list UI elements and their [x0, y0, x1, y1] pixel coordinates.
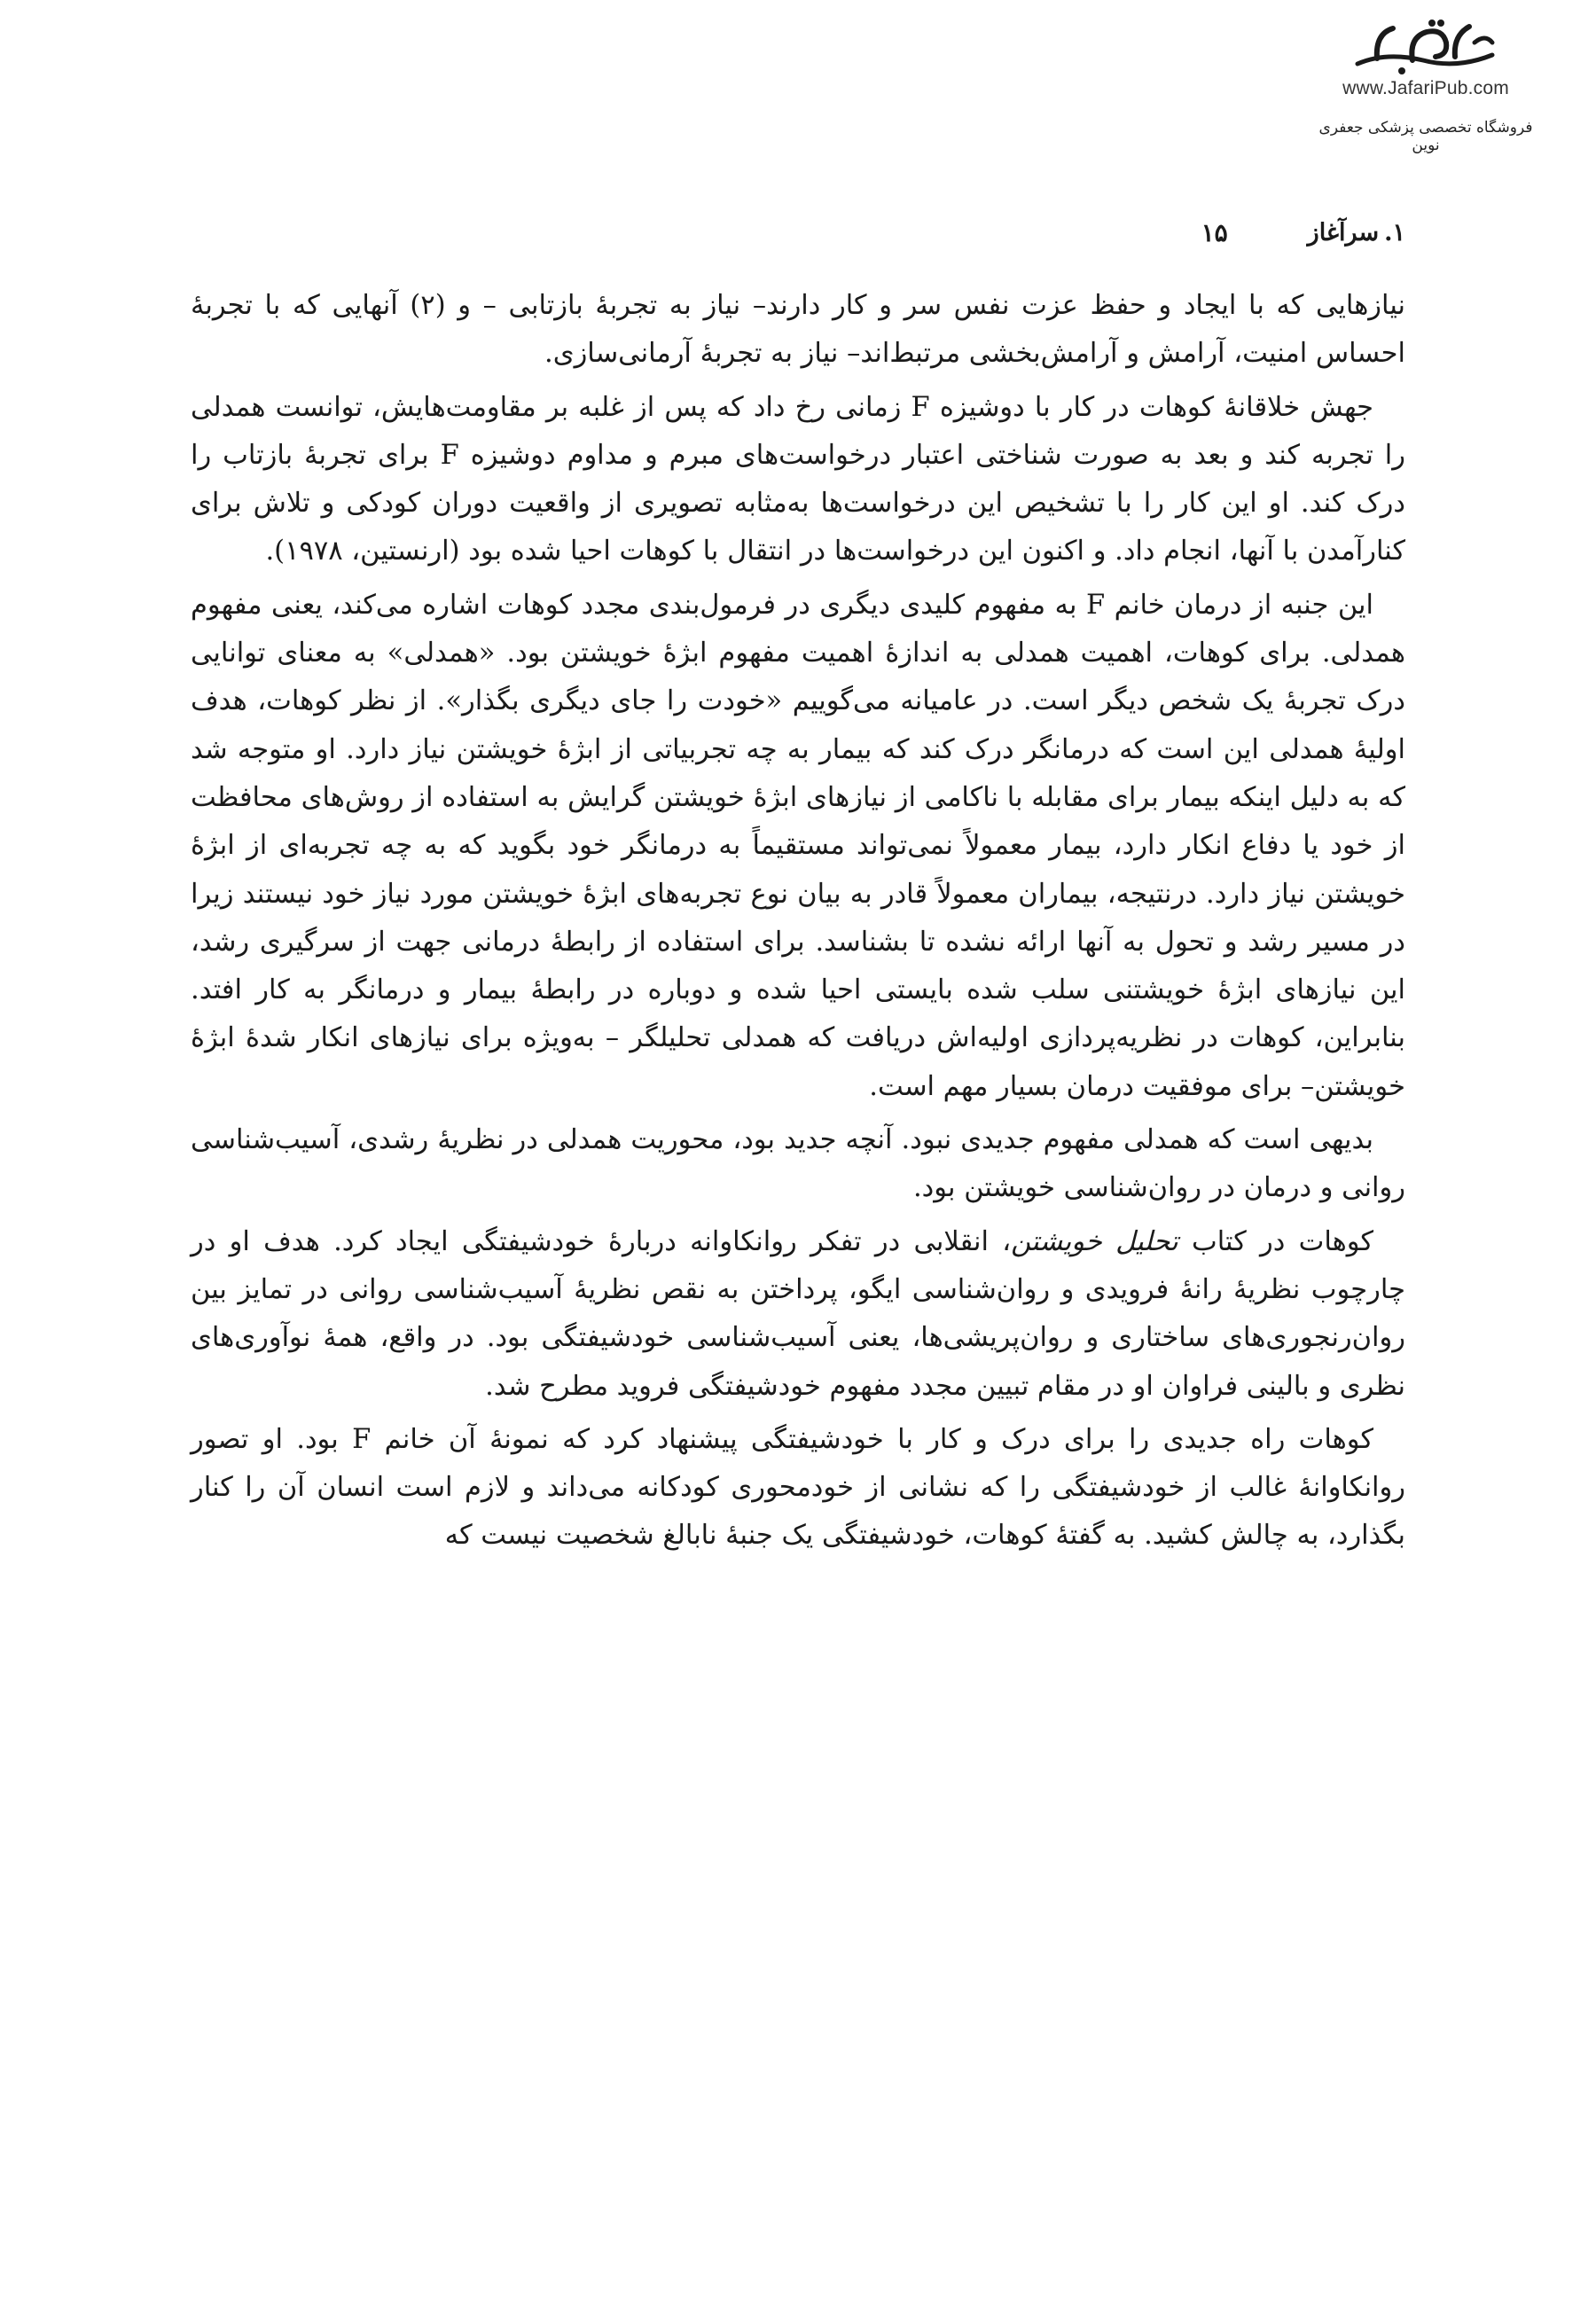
publisher-shop-name: فروشگاه تخصصی پزشکی جعفری نوین: [1318, 119, 1533, 154]
paragraph: جهش خلاقانهٔ کوهات در کار با دوشیزه F زمانی رخ داد که پس از غلبه بر مقاومت‌هایش، توانست همدلی را تجربه کند و بعد به صورت شناختی اعتبار درخواست‌های مبرم و مداوم دوشیزه F برای تجربهٔ بازتاب را درک کند. او این کار را با تشخیص این درخواست‌ها به‌مثابه تصویری از واقعیت دوران کودکی و تلاش برای کنارآمدن با آنها، انجام داد. و اکنون این درخواست‌ها در انتقال با کوهات احیا شده بود (ارنستین، ۱۹۷۸).: [191, 391, 1406, 567]
publisher-url[interactable]: www.JafariPub.com: [1342, 78, 1509, 98]
publisher-logo-icon: [1350, 16, 1501, 78]
paragraph: [191, 1218, 1405, 1411]
paragraph: بدیهی است که همدلی مفهوم جدیدی نبود. آنچه جدید بود، محوریت همدلی در نظریهٔ رشدی، آسیب‌شناسی روانی و درمان در روان‌شناسی خویشتن بود.: [191, 1124, 1405, 1204]
publisher-logo-block: [1310, 16, 1541, 154]
book-title: تحلیل خویشتن: [1011, 1225, 1178, 1257]
running-header: [191, 213, 1405, 252]
page-number: ۱۵: [1201, 217, 1228, 247]
chapter-number: ۱.: [1384, 218, 1405, 246]
paragraph: نیازهایی که با ایجاد و حفظ عزت نفس سر و کار دارند– نیاز به تجربهٔ بازتابی – و (۲) آنهایی که با تجربهٔ احساس امنیت، آرامش و آرامش‌بخشی مرتبط‌اند– نیاز به تجربهٔ آرمانی‌سازی.: [191, 290, 1406, 370]
paragraph: کوهات راه جدیدی را برای درک و کار با خودشیفتگی پیشنهاد کرد که نمونهٔ آن خانم F بود. او تصور روانکاوانهٔ غالب از خودشیفتگی را که نشانی از خودمحوری کودکانه می‌داند و لازم است انسان آن را کنار بگذارد، به چالش کشید. به گفتهٔ کوهات، خودشیفتگی یک جنبهٔ نابالغ شخصیت نیست که: [191, 1423, 1405, 1552]
chapter-heading: [1308, 219, 1405, 246]
body-text: [191, 282, 1405, 1566]
chapter-title: سرآغاز: [1307, 218, 1380, 246]
paragraph-text: ، انقلابی در تفکر روانکاوانه دربارهٔ خودشیفتگی ایجاد کرد. هدف او در چارچوب نظریهٔ رانهٔ فرویدی و روان‌شناسی ایگو، پرداختن به نقص نظریهٔ آسیب‌شناسی روانی در تمایز بین روان‌رنجوری‌های ساختاری و روان‌پریشی‌ها، یعنی آسیب‌شناسی خودشیفتگی بود. در واقع، همهٔ نوآوری‌های نظری و بالینی فراوان او در مقام تبیین مجدد مفهوم خودشیفتگی فروید مطرح شد.: [191, 1225, 1405, 1402]
paragraph: این جنبه از درمان خانم F به مفهوم کلیدی دیگری در فرمول‌بندی مجدد کوهات اشاره می‌کند، یعنی مفهوم همدلی. برای کوهات، اهمیت همدلی به اندازهٔ اهمیت مفهوم ابژهٔ خویشتن بود. «همدلی» به معنای توانایی درک تجربهٔ یک شخص دیگر است. در عامیانه می‌گوییم «خودت را جای دیگری بگذار». از نظر کوهات، هدف اولیهٔ همدلی این است که درمانگر درک کند که بیمار به چه تجربیاتی از ابژهٔ خویشتن نیاز دارد. او متوجه شد که به دلیل اینکه بیمار برای مقابله با ناکامی از نیازهای ابژهٔ خویشتن گرایش به استفاده از روش‌های محافظت از خود یا دفاع انکار دارد، بیمار معمولاً نمی‌تواند مستقیماً به درمانگر خود بگوید که به چه تجربه‌ای از ابژهٔ خویشتن نیاز دارد. درنتیجه، بیماران معمولاً قادر به بیان نوع تجربه‌های ابژهٔ خویشتن مورد نیاز خود نیستند زیرا در مسیر رشد و تحول به آنها ارائه نشده تا بشناسد. برای استفاده از رابطهٔ درمانی جهت از سرگیری رشد، این نیازهای ابژهٔ خویشتنی سلب شده بایستی احیا شده و دوباره در رابطهٔ بیمار و درمانگر به کار افتد. بنابراین، کوهات در نظریه‌پردازی اولیه‌اش دریافت که همدلی تحلیلگر – به‌ویژه برای نیازهای انکار شدهٔ ابژهٔ خویشتن– برای موفقیت درمان بسیار مهم است.: [191, 589, 1406, 1102]
paragraph-text: کوهات در کتاب: [1177, 1225, 1373, 1257]
